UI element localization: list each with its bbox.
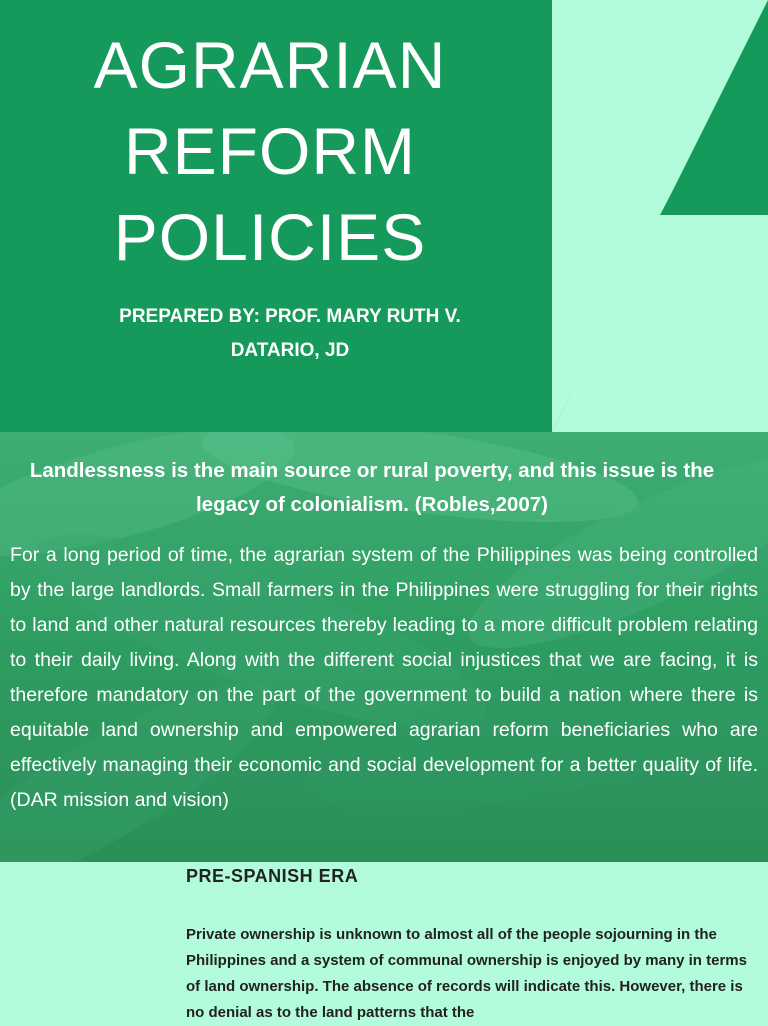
section-body: Private ownership is unknown to almost all of the people sojourning in the Philippines and a system of communal ownership is enjoyed by many in terms of land ownership. The absence of records will indicate this. However, there is no denial as to the land patterns that the — [186, 926, 747, 1021]
quote-text: Landlessness is the main source or rural poverty, and this issue is the legacy of colonialism. (Robles,2007) — [29, 459, 715, 516]
title-line-3: POLICIES — [113, 200, 427, 274]
header-panel — [0, 0, 768, 432]
page-title — [0, 22, 540, 280]
section-heading: PRE-SPANISH ERA — [186, 866, 359, 886]
title-line-1: AGRARIAN — [93, 28, 447, 102]
title-line-2: REFORM — [124, 114, 416, 188]
intro-paragraph: For a long period of time, the agrarian system of the Philippines was being controlled by the large landlords. Small farmers in the Philippines were struggling for their rights to land and other natural resources thereby leading to a more difficult problem relating to their daily living. Along with the different social injustices that we are facing, it is therefore mandatory on the part of the government to build a nation where there is equitable land ownership and empowered agrarian reform beneficiaries who are effectively managing their economic and social development for a better quality of life. (DAR mission and vision) — [10, 544, 758, 811]
quote-band — [0, 432, 768, 862]
prepared-by: PREPARED BY: PROF. MARY RUTH V. DATARIO, JD — [119, 306, 461, 361]
